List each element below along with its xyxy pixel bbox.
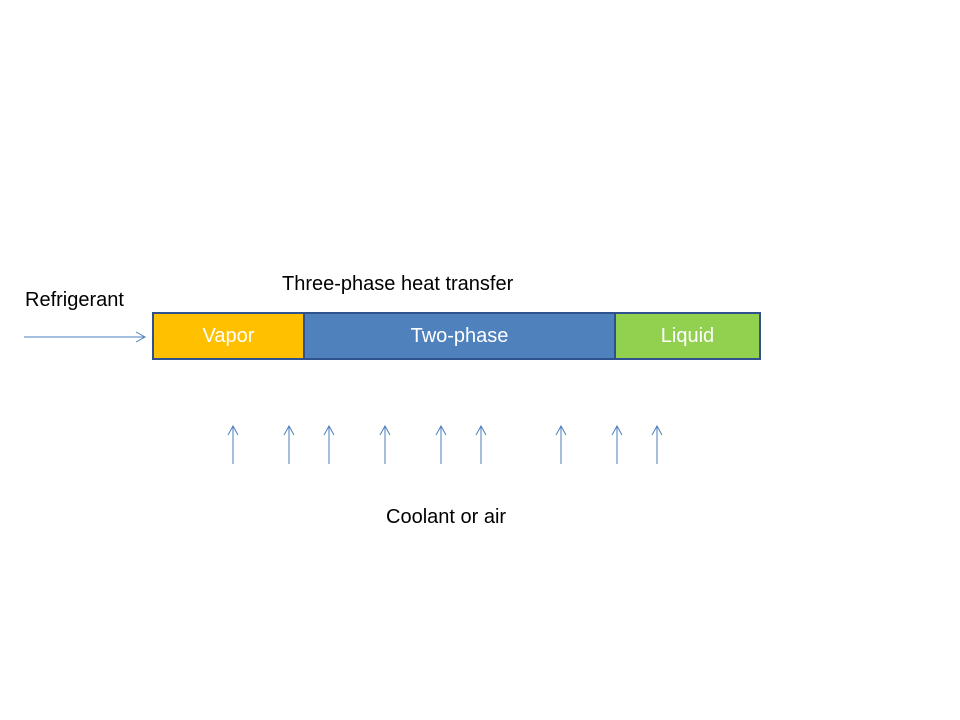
coolant-arrow-icon bbox=[380, 426, 390, 464]
coolant-label: Coolant or air bbox=[386, 506, 507, 528]
coolant-arrow-icon bbox=[228, 426, 238, 464]
liquid-segment-label: Liquid bbox=[660, 324, 715, 347]
vapor-segment-label: Vapor bbox=[202, 324, 255, 347]
coolant-arrow-icon bbox=[436, 426, 446, 464]
refrigerant-flow-arrow-icon bbox=[24, 332, 145, 342]
coolant-arrow-icon bbox=[612, 426, 622, 464]
coolant-arrow-icon bbox=[556, 426, 566, 464]
two-phase-segment-label: Two-phase bbox=[410, 324, 509, 347]
coolant-arrow-icon bbox=[476, 426, 486, 464]
coolant-arrow-icon bbox=[324, 426, 334, 464]
coolant-arrow-icon bbox=[652, 426, 662, 464]
coolant-arrow-icon bbox=[284, 426, 294, 464]
diagram-title: Three-phase heat transfer bbox=[282, 273, 514, 295]
refrigerant-label: Refrigerant bbox=[25, 289, 124, 311]
